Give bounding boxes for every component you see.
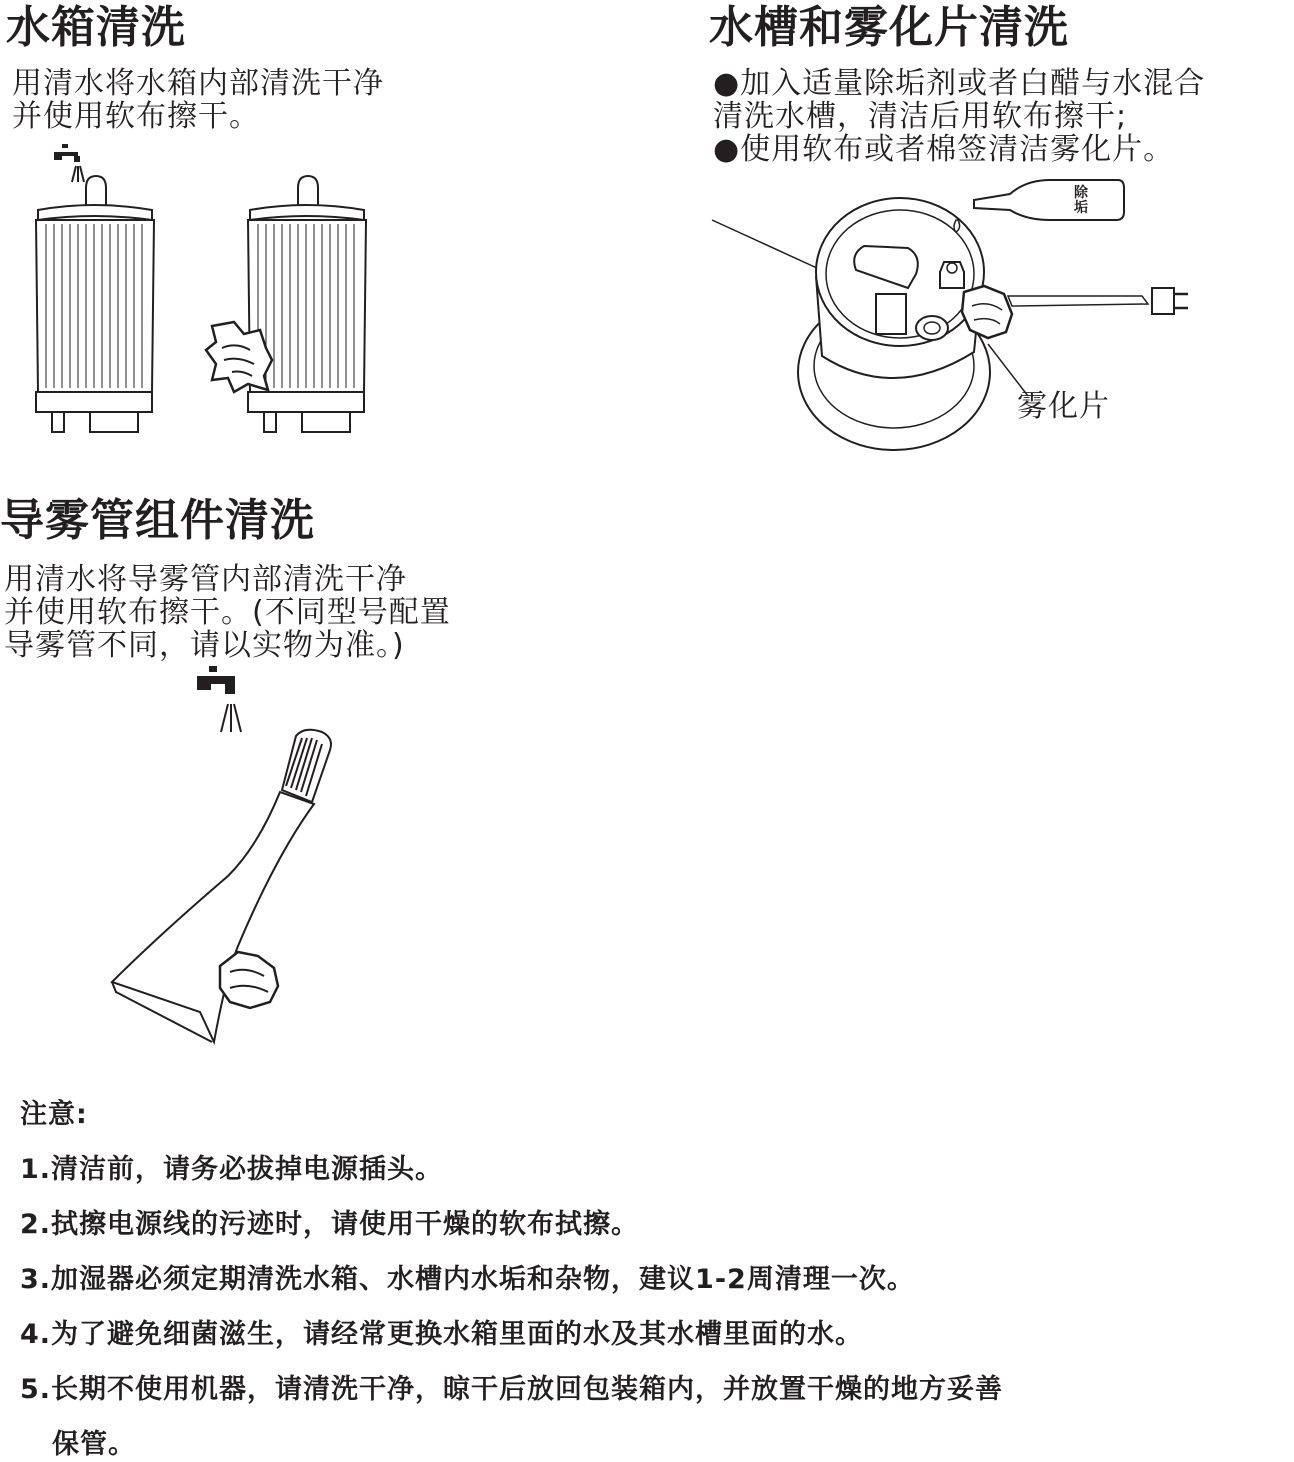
- basin-cleaning-text: [713, 67, 1205, 166]
- atomizer-callout-label: 雾化片: [1017, 389, 1110, 424]
- tube-cleaning-text: [4, 563, 451, 662]
- bottle-icon: [970, 174, 1130, 230]
- tube-line-1: 用清水将导雾管内部清洗干净: [4, 562, 407, 597]
- note-item-2: 2.拭擦电源线的污迹时，请使用干燥的软布拭擦。: [20, 1209, 640, 1240]
- tube-line-3: 导雾管不同，请以实物为准。): [4, 628, 405, 663]
- mist-tube-illustration: [108, 726, 338, 1044]
- tube-cleaning-title: 导雾管组件清洗: [0, 495, 315, 546]
- basin-line-2: 清洗水槽，清洁后用软布擦干;: [713, 99, 1128, 134]
- basin-line-1: ●加入适量除垢剂或者白醋与水混合: [713, 66, 1206, 101]
- note-item-4: 4.为了避免细菌滋生，请经常更换水箱里面的水及其水槽里面的水。: [20, 1319, 864, 1350]
- note-item-3: 3.加湿器必须定期清洗水箱、水槽内水垢和杂物，建议1-2周清理一次。: [20, 1264, 915, 1295]
- tank-line-2: 并使用软布擦干。: [12, 99, 260, 134]
- tank-cleaning-title: 水箱清洗: [6, 2, 186, 53]
- note-item-5: 5.长期不使用机器，请清洗干净，晾干后放回包装箱内，并放置干燥的地方妥善: [20, 1374, 1004, 1405]
- tube-line-2: 并使用软布擦干。(不同型号配置: [4, 595, 451, 630]
- bottle-label: 除垢: [1074, 185, 1088, 216]
- note-item-5-continued: 保管。: [52, 1429, 136, 1460]
- notes-heading: 注意:: [20, 1099, 88, 1130]
- cloth-icon: [204, 320, 274, 394]
- basin-line-3: ●使用软布或者棉签清洁雾化片。: [713, 132, 1175, 167]
- water-tank-illustration: [34, 176, 156, 434]
- basin-cleaning-title: 水槽和雾化片清洗: [709, 2, 1069, 53]
- faucet-icon: [195, 666, 245, 734]
- tank-cleaning-text: [12, 67, 384, 133]
- tank-line-1: 用清水将水箱内部清洗干净: [12, 66, 384, 101]
- note-item-1: 1.清洁前，请务必拔掉电源插头。: [20, 1154, 444, 1185]
- water-tank-illustration: [246, 176, 368, 434]
